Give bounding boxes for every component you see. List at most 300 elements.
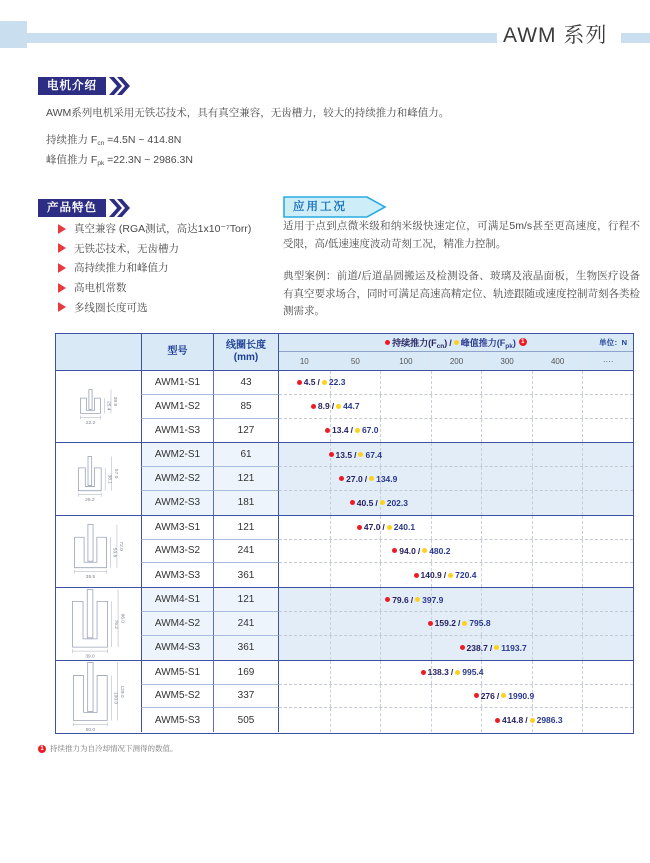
unit-label: 单位：N [599, 338, 627, 347]
chart-gridline [532, 491, 533, 515]
force-chart-cell [279, 636, 633, 660]
force-chart-cell [279, 491, 633, 515]
dim-label-inner-height: 100.0 [112, 691, 118, 704]
footnote-1-marker-icon: 1 [38, 745, 46, 753]
value-separator: / [496, 690, 500, 701]
motor-cross-section-svg [71, 588, 126, 660]
value-separator: / [457, 618, 461, 629]
chart-gridline [582, 708, 583, 732]
applications-section-badge [283, 196, 387, 218]
red-dot-icon [460, 645, 465, 650]
force-marker [421, 667, 484, 677]
chart-gridline [582, 371, 583, 394]
table-header [56, 334, 633, 371]
triangle-bullet-icon [58, 224, 66, 234]
feature-label: 真空兼容 (RGA测试，高达1x10⁻⁷Torr) [74, 223, 252, 236]
coil-length-cell: 361 [214, 563, 279, 587]
triangle-bullet-icon [58, 243, 66, 253]
feature-label: 无铁芯技术，无齿槽力 [74, 242, 179, 255]
force-chart-cell [279, 419, 633, 443]
continuous-force-value: 414.8 [501, 715, 524, 726]
triangle-bullet-icon [58, 283, 66, 293]
red-dot-icon [392, 548, 397, 553]
yellow-dot-icon [369, 476, 374, 481]
chart-gridline [532, 588, 533, 611]
table-row [141, 661, 633, 685]
model-cell: AWM5-S2 [141, 685, 214, 709]
axis-tick: ···· [582, 352, 633, 370]
coil-length-cell: 241 [214, 612, 279, 636]
motor-diagram-cell [56, 661, 141, 733]
table-row [141, 516, 633, 540]
peak-force-value: 397.9 [422, 594, 444, 605]
chart-gridline [330, 661, 331, 684]
continuous-force-value: 79.6 [392, 594, 409, 605]
chart-gridline [431, 636, 432, 660]
chart-gridline [532, 540, 533, 563]
coil-length-cell: 43 [214, 371, 279, 395]
force-marker [414, 570, 477, 580]
table-footnote [38, 743, 178, 754]
chart-gridline [532, 661, 533, 684]
chart-gridline [481, 540, 482, 563]
chart-gridline [380, 708, 381, 732]
continuous-force-value: 138.3 [427, 667, 449, 678]
yellow-dot-icon [355, 428, 360, 433]
model-cell: AWM1-S1 [141, 371, 214, 395]
chart-gridline [582, 636, 583, 660]
yellow-dot-icon [455, 670, 460, 675]
peak-force-value: 795.8 [469, 618, 491, 629]
chart-gridline [431, 395, 432, 418]
continuous-force-value: 40.5 [356, 497, 374, 508]
force-chart-cell [279, 540, 633, 564]
value-separator: / [331, 401, 335, 412]
motor-cross-section-svg [73, 523, 125, 580]
force-chart-cell [279, 467, 633, 491]
force-marker [428, 618, 491, 628]
chart-gridline [481, 491, 482, 515]
value-separator: / [489, 642, 493, 653]
feature-label: 多线圈长度可选 [74, 301, 148, 314]
axis-tick: 400 [532, 352, 583, 370]
triangle-bullet-icon [58, 302, 66, 312]
force-chart-cell [279, 661, 633, 685]
applications-badge-label: 应用工况 [293, 201, 347, 213]
red-dot-icon [329, 452, 334, 457]
chart-gridline [431, 443, 432, 466]
yellow-dot-icon [462, 621, 467, 626]
feature-item [58, 219, 251, 239]
coil-length-cell: 337 [214, 685, 279, 709]
yellow-dot-icon [380, 500, 385, 505]
chart-gridline [431, 708, 432, 732]
peak-force-line: 峰值推力 $F_{pk} =22.3N$ ~ 2986.3N [46, 154, 193, 167]
feature-item [58, 297, 251, 317]
chart-gridline [380, 395, 381, 418]
yellow-dot-icon [494, 645, 499, 650]
dim-label-width: 35.5 [85, 575, 95, 581]
yellow-dot-icon [454, 340, 459, 345]
chart-gridline [380, 588, 381, 611]
dim-label-width: 50.0 [85, 727, 95, 733]
chart-gridline [330, 516, 331, 539]
chevron-right-icon [109, 77, 131, 95]
table-row [141, 540, 633, 564]
peak-force-value: 67.0 [361, 425, 379, 436]
chart-gridline [330, 540, 331, 563]
motor-cross-section-svg [79, 388, 119, 426]
chart-gridline [582, 419, 583, 443]
red-dot-icon [428, 621, 433, 626]
chart-gridline [582, 467, 583, 490]
force-marker [392, 546, 450, 556]
red-dot-icon [339, 476, 344, 481]
value-separator: / [375, 497, 378, 508]
chart-gridline [481, 395, 482, 418]
force-marker [474, 691, 535, 701]
applications-paragraph-1: 适用于点到点微米级和纳米级快速定位，可满足5m/s甚至更高速度，行程不受限，高/低速速度波动苛刻工况，精准力控制。 [283, 220, 640, 250]
yellow-dot-icon [415, 597, 420, 602]
chart-gridline [481, 419, 482, 443]
value-separator: / [317, 377, 320, 388]
peak-force-value: 240.1 [393, 522, 416, 533]
peak-force-value: 67.4 [365, 449, 383, 460]
continuous-force-value: 27.0 [346, 473, 363, 484]
footnote-1-marker-icon: 1 [519, 338, 527, 346]
motor-group [56, 371, 633, 443]
force-marker [460, 643, 527, 653]
dim-label-width: 22.2 [85, 420, 95, 426]
dim-label-outer-height: 96.0 [119, 613, 125, 624]
coil-length-cell: 61 [214, 443, 279, 467]
table-row [141, 395, 633, 419]
coil-length-cell: 127 [214, 419, 279, 443]
chart-gridline [431, 491, 432, 515]
peak-force-value: 44.7 [343, 401, 360, 412]
dim-label-outer-height: 39.8 [111, 396, 117, 406]
feature-item [58, 239, 251, 259]
force-chart-cell [279, 563, 633, 587]
chart-gridline [380, 540, 381, 563]
value-separator: / [364, 473, 368, 484]
table-row [141, 612, 633, 636]
model-cell: AWM4-S3 [141, 636, 214, 660]
peak-force-value: 1193.7 [501, 642, 527, 653]
chart-gridline [582, 563, 583, 587]
yellow-dot-icon [322, 380, 327, 385]
coil-length-cell: 181 [214, 491, 279, 515]
chart-gridline [330, 467, 331, 490]
continuous-force-value: 276 [480, 690, 495, 701]
force-marker [495, 715, 563, 725]
chart-gridline [380, 685, 381, 708]
red-dot-icon [385, 340, 390, 345]
motor-diagram-cell [56, 588, 141, 660]
chart-gridline [380, 371, 381, 394]
coil-length-cell: 505 [214, 708, 279, 732]
value-separator: / [525, 715, 528, 726]
coil-length-cell: 121 [214, 516, 279, 540]
model-cell: AWM2-S1 [141, 443, 214, 467]
chart-gridline [582, 685, 583, 708]
red-dot-icon [414, 573, 419, 578]
feature-item [58, 278, 251, 298]
chart-gridline [481, 371, 482, 394]
chart-gridline [582, 395, 583, 418]
model-cell: AWM5-S3 [141, 708, 214, 732]
intro-badge-label: 电机介绍 [38, 77, 106, 95]
force-legend: 持续推力$(F_{cn})$ / 峰值推力$(F_{pk})$ 1 [385, 336, 527, 350]
header-rule-left [0, 33, 497, 43]
subscript-cn: cn [97, 140, 105, 147]
diagram-column-header [56, 334, 141, 370]
peak-force-value: 720.4 [455, 570, 477, 581]
chart-gridline [380, 636, 381, 660]
red-dot-icon [421, 670, 426, 675]
value-separator: / [410, 594, 414, 605]
continuous-force-line: 持续推力 $F_{cn} =4.5N$ ~ 414.8N [46, 134, 182, 147]
motor-diagram-cell [56, 443, 141, 514]
model-cell: AWM2-S3 [141, 491, 214, 515]
chart-gridline [431, 371, 432, 394]
chart-gridline [330, 708, 331, 732]
axis-tick: 200 [431, 352, 482, 370]
features-section-badge [38, 199, 131, 217]
peak-force-value: 1990.9 [508, 690, 535, 701]
model-cell: AWM2-S2 [141, 467, 214, 491]
continuous-force-value: 4.5 [303, 377, 316, 388]
feature-label: 高持续推力和峰值力 [74, 262, 169, 275]
peak-force-value: 202.3 [386, 497, 408, 508]
chart-gridline [582, 588, 583, 611]
triangle-bullet-icon [58, 263, 66, 273]
features-badge-label: 产品特色 [38, 199, 106, 217]
model-cell: AWM3-S2 [141, 540, 214, 564]
force-chart-cell [279, 708, 633, 732]
motor-group [56, 443, 633, 515]
force-chart-cell [279, 588, 633, 612]
motor-cross-section-svg [72, 661, 126, 733]
peak-force-value: 480.2 [429, 545, 451, 556]
legend-row [279, 334, 633, 352]
page-title: AWM 系列 [503, 24, 608, 47]
force-chart-cell [279, 685, 633, 709]
chart-gridline [431, 467, 432, 490]
chart-gridline [582, 443, 583, 466]
force-marker [350, 498, 408, 508]
peak-force-value: 22.3 [328, 377, 346, 388]
chart-gridline [330, 685, 331, 708]
chart-gridline [481, 467, 482, 490]
peak-force-value: 995.4 [462, 667, 484, 678]
chart-gridline [532, 395, 533, 418]
value-separator: / [354, 449, 357, 460]
force-chart-cell [279, 371, 633, 395]
model-cell: AWM5-S1 [141, 661, 214, 685]
feature-label: 高电机常数 [74, 282, 127, 295]
chart-gridline [582, 661, 583, 684]
force-marker [329, 450, 382, 460]
spec-table [55, 333, 634, 734]
table-row [141, 443, 633, 467]
header-rule-right [621, 33, 650, 43]
continuous-force-value: 8.9 [317, 401, 330, 412]
red-dot-icon [311, 404, 316, 409]
motor-group [56, 516, 633, 588]
peak-force-value: 134.9 [376, 473, 398, 484]
axis-tick: 10 [299, 356, 309, 366]
chart-gridline [330, 612, 331, 635]
chart-gridline [582, 516, 583, 539]
coil-length-cell: 121 [214, 467, 279, 491]
chart-gridline [582, 540, 583, 563]
chart-gridline [532, 636, 533, 660]
chart-gridline [380, 419, 381, 443]
table-row [141, 563, 633, 587]
chart-gridline [481, 516, 482, 539]
table-row [141, 636, 633, 660]
model-cell: AWM1-S3 [141, 419, 214, 443]
intro-text: AWM系列电机采用无铁芯技术，具有真空兼容，无齿槽力，较大的持续推力和峰值力。 [46, 107, 450, 119]
chart-gridline [431, 685, 432, 708]
motor-group [56, 661, 633, 733]
model-cell: AWM4-S1 [141, 588, 214, 612]
force-marker [339, 474, 397, 484]
table-row [141, 419, 633, 443]
table-row [141, 491, 633, 515]
intro-section-badge [38, 77, 131, 95]
chart-gridline [330, 563, 331, 587]
continuous-force-value: 159.2 [434, 618, 456, 629]
yellow-dot-icon [501, 693, 506, 698]
motor-diagram-cell [56, 371, 141, 442]
force-marker [297, 377, 346, 387]
axis-tick: 100 [380, 352, 431, 370]
value-separator: / [350, 425, 353, 436]
features-list [58, 219, 251, 317]
dim-label-outer-height: 72.0 [117, 541, 123, 551]
chart-gridline [532, 371, 533, 394]
chart-gridline [481, 563, 482, 587]
dim-label-outer-height: 57.0 [113, 468, 119, 479]
chart-gridline [330, 588, 331, 611]
feature-item [58, 258, 251, 278]
force-marker [385, 595, 443, 605]
force-marker [357, 522, 415, 532]
value-separator: / [382, 522, 385, 533]
yellow-dot-icon [422, 548, 427, 553]
yellow-dot-icon [336, 404, 341, 409]
applications-paragraph-2: 典型案例：前道/后道晶圆搬运及检测设备、玻璃及液晶面板，生物医疗设备有真空要求场合，同时可满足高速高精定位、轨迹跟随或速度控制苛刻各类检测需求。 [283, 270, 640, 317]
force-chart-cell [279, 516, 633, 540]
model-cell: AWM3-S3 [141, 563, 214, 587]
chart-gridline [532, 563, 533, 587]
force-chart-cell [279, 612, 633, 636]
chart-gridline [481, 588, 482, 611]
value-separator: / [450, 667, 454, 678]
force-chart-cell [279, 395, 633, 419]
force-marker [311, 401, 360, 411]
continuous-force-value: 13.4 [332, 425, 349, 436]
footnote-text: 持续推力为自冷却情况下测得的数值。 [50, 744, 178, 753]
motor-diagram-cell [56, 516, 141, 587]
table-row [141, 708, 633, 732]
yellow-dot-icon [358, 452, 363, 457]
table-body [56, 371, 633, 733]
chart-gridline [532, 612, 533, 635]
red-dot-icon [495, 718, 500, 723]
red-dot-icon [474, 693, 479, 698]
table-row [141, 371, 633, 395]
force-marker [325, 425, 378, 435]
value-separator: / [443, 570, 447, 581]
red-dot-icon [385, 597, 390, 602]
chart-gridline [330, 491, 331, 515]
table-row [141, 588, 633, 612]
chart-gridline [532, 419, 533, 443]
peak-force-value: 2986.3 [536, 715, 563, 726]
yellow-dot-icon [530, 718, 535, 723]
yellow-dot-icon [448, 573, 453, 578]
continuous-force-value: 238.7 [466, 642, 488, 653]
coil-length-cell: 241 [214, 540, 279, 564]
chevron-right-icon [109, 199, 131, 217]
chart-gridline [532, 516, 533, 539]
dim-label-inner-height: 25.4 [105, 400, 111, 411]
chart-gridline [582, 491, 583, 515]
model-cell: AWM1-S2 [141, 395, 214, 419]
chart-gridline [330, 636, 331, 660]
model-column-header: 型号 [141, 334, 214, 370]
value-separator: / [417, 545, 421, 556]
chart-gridline [431, 419, 432, 443]
subscript-pk: pk [97, 160, 105, 167]
red-dot-icon [297, 380, 302, 385]
force-chart-header [279, 334, 633, 370]
chart-gridline [380, 661, 381, 684]
chart-gridline [380, 563, 381, 587]
dim-label-width: 39.0 [85, 654, 95, 660]
dim-label-outer-height: 129.0 [118, 685, 124, 698]
yellow-dot-icon [387, 525, 392, 530]
force-chart-cell [279, 443, 633, 467]
motor-cross-section-svg [77, 455, 120, 503]
chart-gridline [481, 708, 482, 732]
coil-length-column-header: 线圈长度 (mm) [214, 334, 279, 370]
axis-tick: 50 [330, 352, 381, 370]
model-cell: AWM4-S2 [141, 612, 214, 636]
continuous-force-value: 140.9 [420, 570, 442, 581]
chart-gridline [431, 516, 432, 539]
dim-label-inner-height: 76.2 [112, 619, 118, 630]
table-row [141, 685, 633, 709]
model-cell: AWM3-S1 [141, 516, 214, 540]
chart-gridline [582, 612, 583, 635]
chart-gridline [532, 467, 533, 490]
coil-length-cell: 121 [214, 588, 279, 612]
dim-label-inner-height: 50.8 [111, 547, 117, 558]
motor-group [56, 588, 633, 661]
red-dot-icon [350, 500, 355, 505]
axis-ticks-row [279, 352, 633, 370]
continuous-force-value: 47.0 [363, 522, 381, 533]
dim-label-width: 25.2 [85, 498, 95, 504]
red-dot-icon [357, 525, 362, 530]
axis-tick: 300 [481, 352, 532, 370]
coil-length-cell: 85 [214, 395, 279, 419]
red-dot-icon [325, 428, 330, 433]
